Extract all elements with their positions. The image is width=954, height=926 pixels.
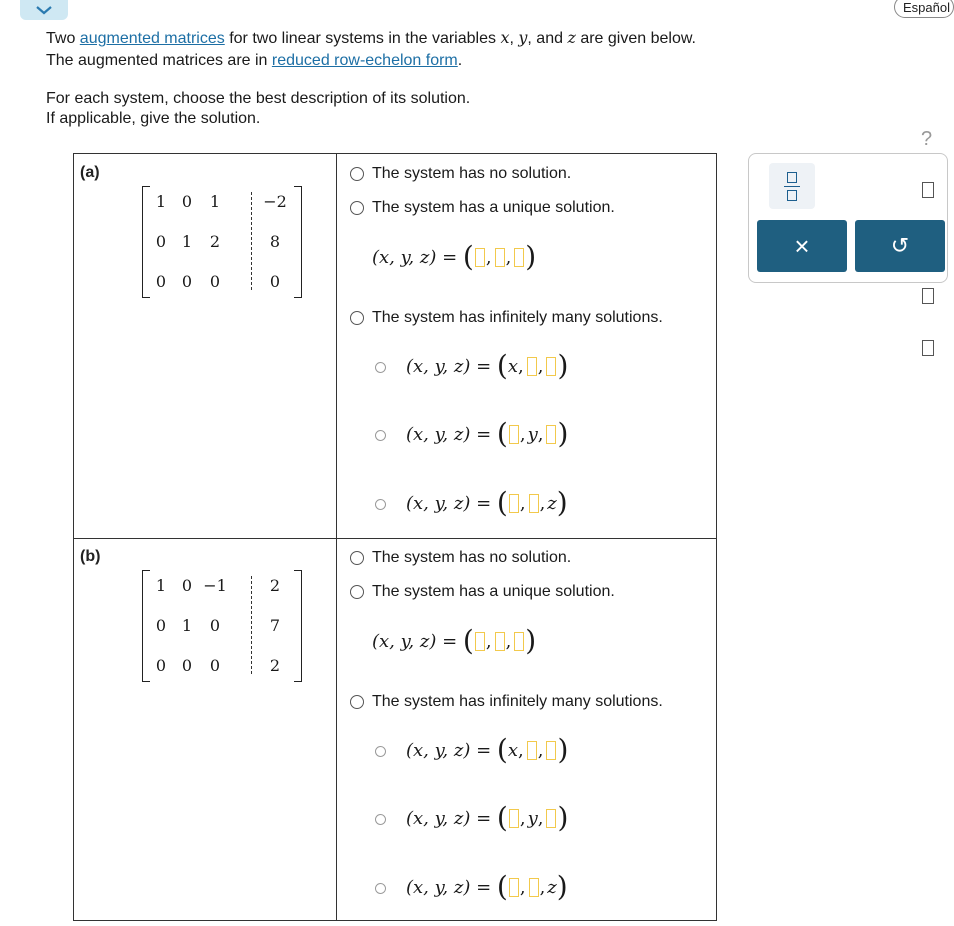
answer-input[interactable]: [509, 878, 519, 897]
undo-button[interactable]: ↺: [855, 220, 945, 272]
math-tool-panel: [748, 153, 948, 283]
part-b-infinite-solutions-option[interactable]: The system has infinitely many solutions.: [350, 693, 663, 711]
answer-input[interactable]: [509, 494, 519, 513]
part-b-inf-equation-z-free: (x, y, z) = ( , , z ): [406, 870, 568, 903]
part-a-inf-radio-x[interactable]: [375, 362, 386, 373]
radio-button[interactable]: [375, 814, 386, 825]
part-a-inf-radio-z[interactable]: [375, 499, 386, 510]
part-a-inf-equation-y-free: (x, y, z) = ( , y , ): [406, 417, 569, 450]
radio-button[interactable]: [350, 311, 364, 325]
matrix-cell: 0: [155, 272, 167, 291]
answer-input[interactable]: [475, 248, 485, 267]
matrix-cell: 1: [155, 576, 167, 595]
matrix-cell: −2: [263, 192, 287, 211]
answer-input[interactable]: [495, 248, 505, 267]
part-b-matrix: [142, 570, 302, 680]
matrix-cell: 2: [269, 576, 281, 595]
augmented-matrices-link[interactable]: augmented matrices: [79, 30, 225, 47]
instruction-line-3: For each system, choose the best description of its solution.: [46, 90, 471, 107]
language-toggle-button[interactable]: Español: [894, 0, 954, 18]
matrix-cell: 7: [269, 616, 281, 635]
matrix-cell: 0: [181, 192, 193, 211]
matrix-cell: 1: [181, 232, 193, 251]
part-a-inf-radio-y[interactable]: [375, 430, 386, 441]
fraction-icon[interactable]: [769, 163, 815, 209]
matrix-cell: −1: [203, 576, 227, 595]
rref-link[interactable]: reduced row-echelon form: [271, 52, 458, 69]
matrix-cell: 2: [209, 232, 221, 251]
answer-input[interactable]: [475, 632, 485, 651]
matrix-cell: 0: [181, 272, 193, 291]
radio-button[interactable]: [375, 362, 386, 373]
matrix-cell: 1: [209, 192, 221, 211]
radio-button[interactable]: [350, 167, 364, 181]
answer-input[interactable]: [546, 357, 556, 376]
answer-input[interactable]: [546, 741, 556, 760]
matrix-cell: 0: [181, 656, 193, 675]
matrix-cell: 1: [155, 192, 167, 211]
part-b-inf-radio-y[interactable]: [375, 814, 386, 825]
column-divider: [336, 154, 337, 920]
answer-input[interactable]: [527, 357, 537, 376]
matrix-cell: 0: [209, 616, 221, 635]
chevron-down-icon: [35, 5, 53, 15]
part-b-unique-solution-option[interactable]: The system has a unique solution.: [350, 583, 615, 601]
instruction-line-2: The augmented matrices are in reduced row-echelon form.: [46, 52, 463, 69]
answer-input[interactable]: [509, 809, 519, 828]
radio-button[interactable]: [350, 201, 364, 215]
help-icon[interactable]: ?: [921, 128, 933, 150]
part-b-inf-radio-x[interactable]: [375, 746, 386, 757]
answer-input[interactable]: [527, 741, 537, 760]
answer-input[interactable]: [546, 809, 556, 828]
answer-input[interactable]: [514, 248, 524, 267]
part-a-inf-equation-z-free: (x, y, z) = ( , , z ): [406, 486, 568, 519]
part-b-inf-equation-y-free: (x, y, z) = ( , y , ): [406, 801, 569, 834]
notes-icon[interactable]: [922, 340, 934, 356]
radio-button[interactable]: [375, 746, 386, 757]
part-b-inf-equation-x-free: (x, y, z) = ( x , , ): [406, 733, 569, 766]
part-a-inf-equation-x-free: (x, y, z) = ( x , , ): [406, 349, 569, 382]
radio-button[interactable]: [375, 430, 386, 441]
instruction-line-1: Two augmented matrices for two linear systems in the variables x, y, and z are given below.: [46, 28, 696, 47]
matrix-cell: 0: [209, 272, 221, 291]
matrix-cell: 0: [269, 272, 281, 291]
matrix-cell: 0: [181, 576, 193, 595]
row-divider: [74, 538, 716, 539]
matrix-cell: 0: [209, 656, 221, 675]
part-a-matrix: [142, 186, 302, 296]
part-b-unique-equation: (x, y, z) = ( , , ): [372, 624, 537, 657]
part-b-no-solution-option[interactable]: The system has no solution.: [350, 549, 571, 567]
matrix-cell: 0: [155, 616, 167, 635]
collapse-tab[interactable]: [20, 0, 68, 20]
data-icon[interactable]: [922, 288, 934, 304]
part-a-unique-equation: (x, y, z) = ( , , ): [372, 240, 537, 273]
radio-button[interactable]: [350, 585, 364, 599]
answer-input[interactable]: [529, 494, 539, 513]
radio-button[interactable]: [375, 883, 386, 894]
matrix-cell: 1: [181, 616, 193, 635]
radio-button[interactable]: [375, 499, 386, 510]
matrix-cell: 8: [269, 232, 281, 251]
part-b-inf-radio-z[interactable]: [375, 883, 386, 894]
radio-button[interactable]: [350, 695, 364, 709]
part-b-label: (b): [80, 548, 101, 565]
instruction-line-4: If applicable, give the solution.: [46, 110, 261, 127]
answer-input[interactable]: [529, 878, 539, 897]
part-a-infinite-solutions-option[interactable]: The system has infinitely many solutions.: [350, 309, 663, 327]
part-a-no-solution-option[interactable]: The system has no solution.: [350, 165, 571, 183]
calculator-icon[interactable]: [922, 182, 934, 198]
answer-input[interactable]: [509, 425, 519, 444]
matrix-cell: 0: [155, 656, 167, 675]
answer-input[interactable]: [495, 632, 505, 651]
part-a-label: (a): [80, 164, 100, 181]
matrix-cell: 0: [155, 232, 167, 251]
radio-button[interactable]: [350, 551, 364, 565]
answer-input[interactable]: [546, 425, 556, 444]
clear-button[interactable]: ×: [757, 220, 847, 272]
matrix-cell: 2: [269, 656, 281, 675]
part-a-unique-solution-option[interactable]: The system has a unique solution.: [350, 199, 615, 217]
question-table: [73, 153, 717, 921]
answer-input[interactable]: [514, 632, 524, 651]
